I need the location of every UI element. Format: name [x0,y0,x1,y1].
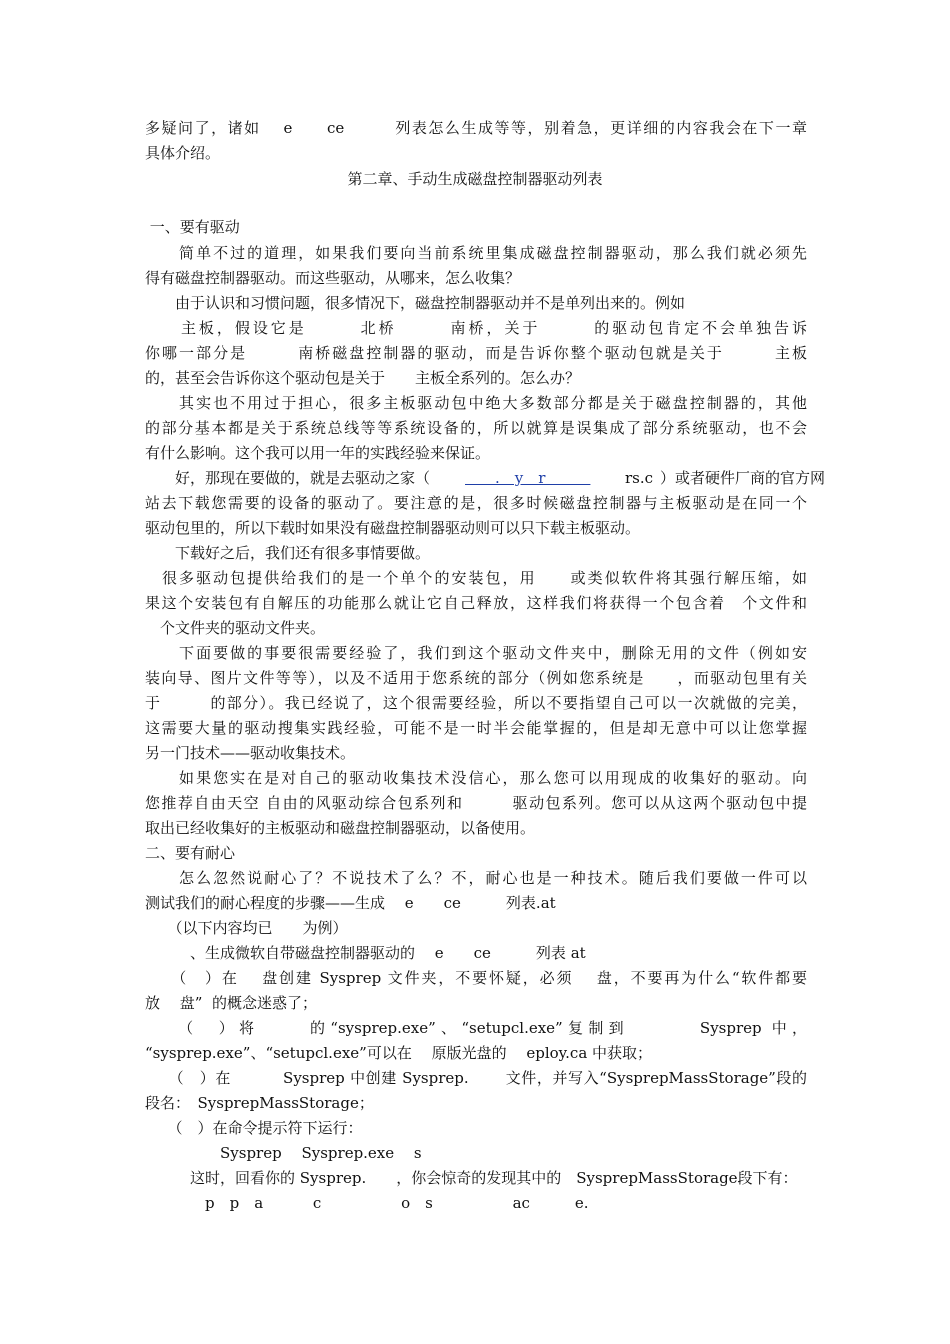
text-line: 果这个安装包有自解压的功能那么就让它自己释放，这样我们将获得一个包含着 个文件和 [145,594,807,612]
text-line: 测试我们的耐心程度的步骤——生成 e ce 列表.at [145,894,556,912]
text-line: 您推荐自由天空 自由的风驱动综合包系列和 驱动包系列。您可以从这两个驱动包中提 [145,794,807,812]
text-line: ）或者硬件厂商的官方网 [660,469,826,487]
text-line: （ ）在 Sysprep 中创建 Sysprep. 文件，并写入“SysprepMassStorage”段的 [145,1069,807,1087]
text-line: 、生成微软自带磁盘控制器驱动的 e ce 列表 at [145,944,586,962]
text-line: 于 的部分）。我已经说了，这个很需要经验，所以不要指望自己可以一次就做的完美， [145,694,807,712]
text-line: （ ）在命令提示符下运行： [145,1119,363,1137]
text-line: 放 盘” 的概念迷惑了； [145,994,317,1012]
text-line: （以下内容均已 为例） [145,919,348,937]
text-line: 由于认识和习惯问题，很多情况下，磁盘控制器驱动并不是单列出来的。例如 [145,294,686,312]
text-line: 这需要大量的驱动搜集实践经验，可能不是一时半会能掌握的，但是却无意中可以让您掌握 [145,719,807,737]
text-line: 段名： SysprepMassStorage； [145,1094,374,1112]
text-line: 另一门技术——驱动收集技术。 [145,744,356,762]
text-line: 这时，回看你的 Sysprep. ，你会惊奇的发现其中的 SysprepMassStorage段下有： [145,1169,798,1187]
section-heading: 二、要有耐心 [145,844,236,862]
text-line: 装向导、图片文件等等），以及不适用于您系统的部分（例如您系统是 ，而驱动包里有关 [145,669,807,687]
text-line: 主板，假设它是 北桥 南桥，关于 的驱动包肯定不会单独告诉 [145,319,807,337]
text-line: 站去下载您需要的设备的驱动了。要注意的是，很多时候磁盘控制器与主板驱动是在同一个 [145,494,807,512]
command-line: Sysprep Sysprep.exe s [145,1144,422,1162]
text-line: 得有磁盘控制器驱动。而这些驱动，从哪来，怎么收集？ [145,269,521,287]
text-line: 你哪一部分是 南桥磁盘控制器的驱动，而是告诉你整个驱动包就是关于 主板 [145,344,807,362]
text-line: 具体介绍。 [145,144,221,162]
text-line: 的，甚至会告诉你这个驱动包是关于 主板全系列的。怎么办？ [145,369,581,387]
text-line: 有什么影响。这个我可以用一年的实践经验来保证。 [145,444,491,462]
text-line: p p a c o s ac e. [145,1194,589,1212]
text-line: 简单不过的道理，如果我们要向当前系统里集成磁盘控制器驱动，那么我们就必须先 [145,244,807,262]
text-line: （ ）在 盘创建 Sysprep 文件夹，不要怀疑，必须 盘，不要再为什么“软件都要 [145,969,807,987]
text-line: 其实也不用过于担心，很多主板驱动包中绝大多数部分都是关于磁盘控制器的，其他 [145,394,807,412]
text-line: 很多驱动包提供给我们的是一个单个的安装包，用 或类似软件将其强行解压缩，如 [145,569,807,587]
chapter-title: 第二章、手动生成磁盘控制器驱动列表 [347,170,603,188]
link-tail: rs.c [625,469,654,487]
text-line: 的部分基本都是关于系统总线等等系统设备的，所以就算是误集成了部分系统驱动，也不会 [145,419,807,437]
text-line: （ ）将 的“sysprep.exe”、“setupcl.exe”复制到 Sysprep 中， [145,1019,807,1037]
text-line: 驱动包里的，所以下载时如果没有磁盘控制器驱动则可以只下载主板驱动。 [145,519,641,537]
text-line: 取出已经收集好的主板驱动和磁盘控制器驱动，以备使用。 [145,819,536,837]
text-line: 下面要做的事要很需要经验了，我们到这个驱动文件夹中，删除无用的文件（例如安 [145,644,807,662]
text-line: 好，那现在要做的，就是去驱动之家（ [145,469,431,487]
section-heading: 一、要有驱动 [145,218,240,236]
text-line: 多疑问了，诸如 e ce 列表怎么生成等等，别着急，更详细的内容我会在下一章 [145,119,807,137]
text-line: 下载好之后，我们还有很多事情要做。 [145,544,431,562]
text-line: 个文件夹的驱动文件夹。 [145,619,326,637]
text-line: 如果您实在是对自己的驱动收集技术没信心，那么您可以用现成的收集好的驱动。向 [145,769,807,787]
driver-site-link[interactable]: . y r [465,469,591,487]
text-line: 怎么忽然说耐心了？不说技术了么？不，耐心也是一种技术。随后我们要做一件可以 [145,869,807,887]
text-line: “sysprep.exe”、“setupcl.exe”可以在 原版光盘的 eploy.ca 中获取； [145,1044,653,1062]
